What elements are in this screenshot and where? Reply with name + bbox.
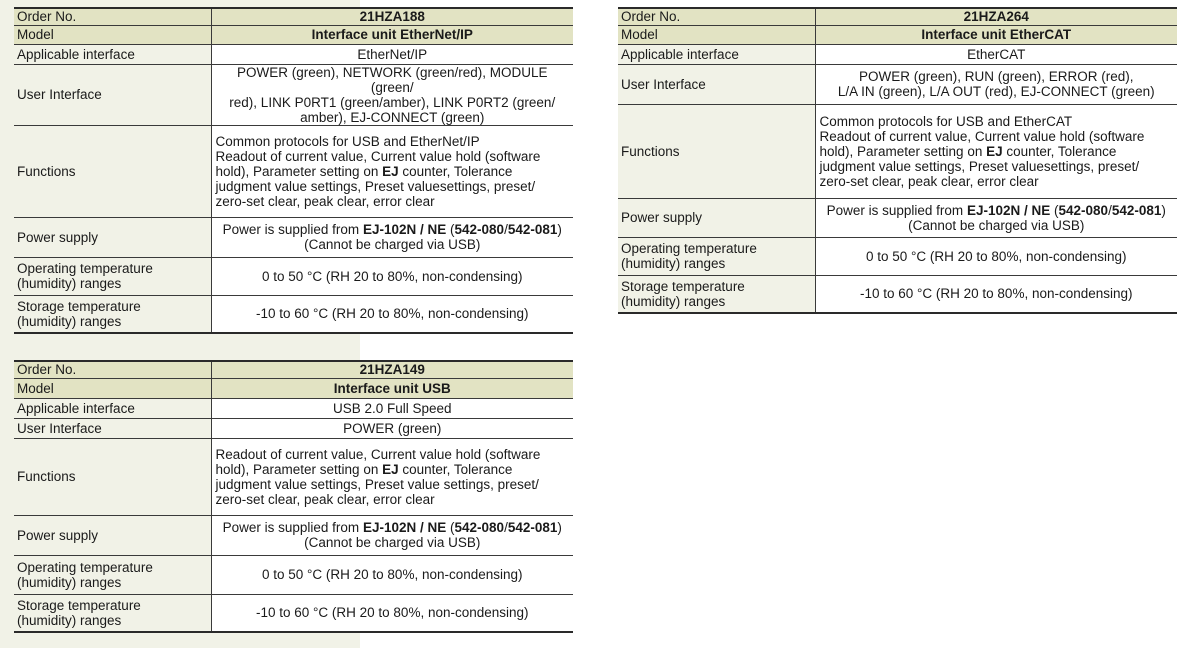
value-order-no: 21HZA188	[211, 8, 573, 25]
value-user-interface: POWER (green), NETWORK (green/red), MODULE (green/ red), LINK P0RT1 (green/amber), LINK P0RT2 (green/ amber), EJ-CONNECT (green)	[211, 64, 573, 125]
row-order-no	[618, 8, 1177, 25]
spec-table-ethercat	[618, 7, 1177, 314]
label-user-interface: User Interface	[618, 64, 815, 104]
label-order-no: Order No.	[618, 8, 815, 25]
label-operating-temperature: Operating temperature (humidity) ranges	[14, 257, 211, 295]
value-storage-temperature: -10 to 60 °C (RH 20 to 80%, non-condensing)	[815, 275, 1177, 313]
row-order-no	[14, 8, 573, 25]
label-functions: Functions	[618, 104, 815, 198]
label-user-interface: User Interface	[14, 418, 211, 438]
value-operating-temperature: 0 to 50 °C (RH 20 to 80%, non-condensing)	[211, 257, 573, 295]
label-functions: Functions	[14, 125, 211, 217]
value-model: Interface unit USB	[211, 378, 573, 398]
value-order-no: 21HZA264	[815, 8, 1177, 25]
value-model: Interface unit EtherCAT	[815, 25, 1177, 44]
row-operating-temperature	[14, 555, 573, 594]
value-order-no: 21HZA149	[211, 361, 573, 378]
label-interface: Applicable interface	[14, 44, 211, 64]
row-power-supply	[14, 515, 573, 555]
spec-table-ethernet-ip	[14, 7, 573, 334]
row-model	[14, 378, 573, 398]
spec-table-usb	[14, 360, 573, 633]
value-functions: Common protocols for USB and EtherNet/IP Readout of current value, Current value hold (software hold), Parameter setting on EJ counter, Tolerance judgment value settings, Preset valuesettings, preset/ zero-set clear, peak clear, error clear	[211, 125, 573, 217]
value-model: Interface unit EtherNet/IP	[211, 25, 573, 44]
row-storage-temperature	[618, 275, 1177, 313]
value-functions: Readout of current value, Current value hold (software hold), Parameter setting on EJ counter, Tolerance judgment value settings, Preset value settings, preset/ zero-set clear, peak clear, error clear	[211, 438, 573, 515]
label-order-no: Order No.	[14, 8, 211, 25]
row-power-supply	[618, 198, 1177, 237]
row-model	[618, 25, 1177, 44]
row-user-interface	[618, 64, 1177, 104]
label-interface: Applicable interface	[14, 398, 211, 418]
row-model	[14, 25, 573, 44]
row-order-no	[14, 361, 573, 378]
row-functions	[14, 125, 573, 217]
label-storage-temperature: Storage temperature (humidity) ranges	[14, 594, 211, 632]
label-functions: Functions	[14, 438, 211, 515]
row-interface	[618, 44, 1177, 64]
value-interface: EtherCAT	[815, 44, 1177, 64]
row-interface	[14, 398, 573, 418]
label-model: Model	[14, 25, 211, 44]
label-power-supply: Power supply	[14, 515, 211, 555]
label-model: Model	[14, 378, 211, 398]
label-model: Model	[618, 25, 815, 44]
label-operating-temperature: Operating temperature (humidity) ranges	[618, 237, 815, 275]
label-power-supply: Power supply	[14, 217, 211, 257]
value-power-supply: Power is supplied from EJ-102N / NE (542-080/542-081) (Cannot be charged via USB)	[211, 515, 573, 555]
value-storage-temperature: -10 to 60 °C (RH 20 to 80%, non-condensing)	[211, 295, 573, 333]
value-user-interface: POWER (green), RUN (green), ERROR (red), L/A IN (green), L/A OUT (red), EJ-CONNECT (green)	[815, 64, 1177, 104]
label-user-interface: User Interface	[14, 64, 211, 125]
value-storage-temperature: -10 to 60 °C (RH 20 to 80%, non-condensing)	[211, 594, 573, 632]
value-user-interface: POWER (green)	[211, 418, 573, 438]
label-operating-temperature: Operating temperature (humidity) ranges	[14, 555, 211, 594]
label-storage-temperature: Storage temperature (humidity) ranges	[14, 295, 211, 333]
row-user-interface	[14, 64, 573, 125]
row-interface	[14, 44, 573, 64]
value-interface: EtherNet/IP	[211, 44, 573, 64]
label-power-supply: Power supply	[618, 198, 815, 237]
value-functions: Common protocols for USB and EtherCAT Readout of current value, Current value hold (software hold), Parameter setting on EJ counter, Tolerance judgment value settings, Preset valuesettings, preset/ zero-set clear, peak clear, error clear	[815, 104, 1177, 198]
value-power-supply: Power is supplied from EJ-102N / NE (542-080/542-081) (Cannot be charged via USB)	[211, 217, 573, 257]
value-power-supply: Power is supplied from EJ-102N / NE (542-080/542-081) (Cannot be charged via USB)	[815, 198, 1177, 237]
row-power-supply	[14, 217, 573, 257]
row-storage-temperature	[14, 295, 573, 333]
label-storage-temperature: Storage temperature (humidity) ranges	[618, 275, 815, 313]
row-storage-temperature	[14, 594, 573, 632]
row-operating-temperature	[618, 237, 1177, 275]
value-interface: USB 2.0 Full Speed	[211, 398, 573, 418]
label-order-no: Order No.	[14, 361, 211, 378]
row-functions	[618, 104, 1177, 198]
label-interface: Applicable interface	[618, 44, 815, 64]
value-operating-temperature: 0 to 50 °C (RH 20 to 80%, non-condensing)	[815, 237, 1177, 275]
row-user-interface	[14, 418, 573, 438]
value-operating-temperature: 0 to 50 °C (RH 20 to 80%, non-condensing)	[211, 555, 573, 594]
row-functions	[14, 438, 573, 515]
row-operating-temperature	[14, 257, 573, 295]
